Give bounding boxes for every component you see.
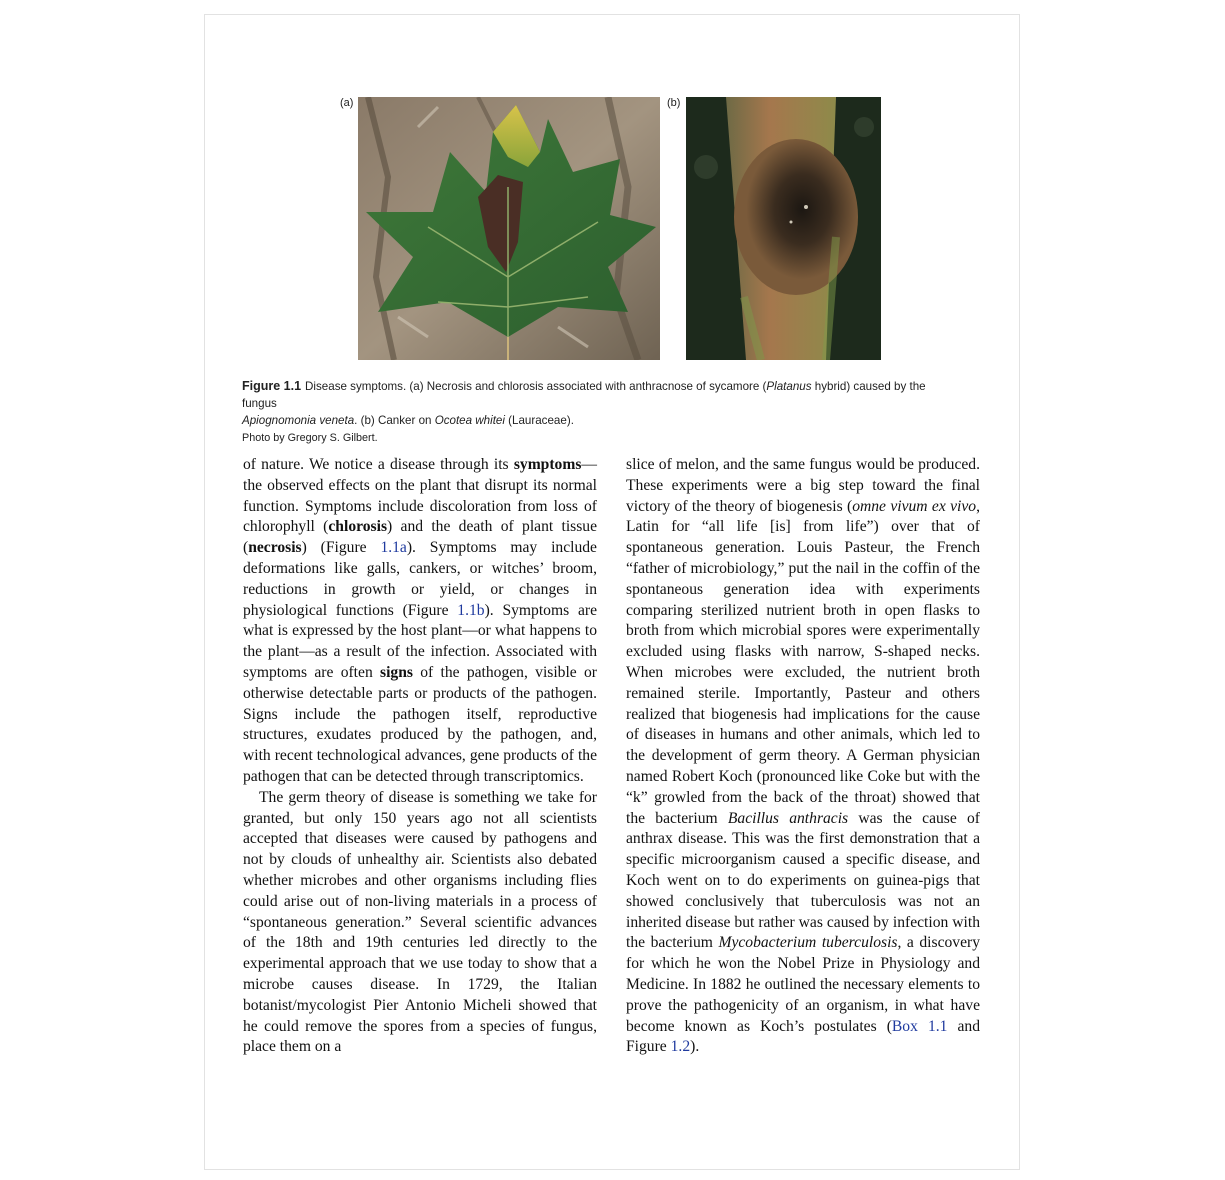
term-necrosis: necrosis — [248, 539, 302, 557]
body-text: , a discovery for which he won the Nobel Prize in Physiology and Medicine. In 1882 he outlined the necessary elements to prove the pathogenicity of an organism, in what have become known as Koch’s postulates ( — [626, 934, 980, 1035]
figure-caption — [242, 378, 962, 447]
right-column — [626, 455, 980, 1058]
figure-link-1-1a[interactable]: 1.1a — [380, 539, 407, 557]
body-text: ). — [690, 1038, 700, 1056]
term-chlorosis: chlorosis — [328, 518, 388, 536]
body-text: was the cause of anthrax disease. This was the first demonstration that a specific microorganism caused a specific disease, and Koch went on to do experiments on guinea-pigs that showed conclusively that tuberculosis was not an inherited disease but rather was caused by infection with the bacterium — [626, 809, 981, 952]
caption-italic-ocotea: Ocotea whitei — [434, 414, 505, 427]
panel-a-label: (a) — [340, 97, 354, 109]
body-text: ). Symptoms are what is expressed by the host plant—or what happens to the plant—as a result of the infection. Associated with symptoms are often — [243, 601, 597, 681]
caption-text: (Lauraceae). — [504, 414, 574, 427]
body-text: , Latin for “all life [is] from life”) over that of spontaneous generation. Louis Pasteur, the French “father of microbiology,” put the nail in the coffin of the spontaneous generation idea with experiments comparing sterilized nutrient broth in open flasks to broth from which microbial spores were experimentally excluded using flasks with narrow, S-shaped necks. When microbes were excluded, the nutrient broth remained sterile. Importantly, Pasteur and others realized that biogenesis had implications for the cause of diseases in humans and other animals, which led to the development of germ theory. A German physician named Robert Koch (pronounced like Coke but with the “k” growled from the back of the throat) showed that the bacterium — [626, 497, 980, 827]
body-text: slice of melon, and the same fungus would be produced. These experiments were a big step toward the final victory of the theory of biogenesis ( — [626, 456, 980, 515]
paragraph: The germ theory of disease is something we take for granted, but only 150 years ago not all scientists accepted that diseases were caused by pathogens and not by clouds of unhealthy air. Scientists also debated whether microbes and other organisms including flies could arise out of non-living materials in a process of “spontaneous generation.” Several scientific advances of the 18th and 19th centuries led directly to the experimental approach that we use today to show that a microbe causes disease. In 1729, the Italian botanist/mycologist Pier Antonio Micheli showed that he could remove the spores from a species of fungus, place them on a — [243, 788, 597, 1056]
term-symptoms: symptoms — [513, 456, 582, 473]
caption-text: Disease symptoms. (a) Necrosis and chlorosis associated with anthracnose of sycamore ( — [305, 380, 767, 393]
photo-credit: Photo by Gregory S. Gilbert. — [242, 432, 378, 444]
body-text: ) (Figure — [301, 539, 381, 557]
panel-b-label: (b) — [667, 97, 681, 109]
species-mycobacterium: Mycobacterium tuberculosis — [718, 934, 898, 952]
latin-phrase: omne vivum ex vivo — [852, 497, 977, 515]
species-bacillus: Bacillus anthracis — [727, 809, 849, 827]
paragraph — [243, 455, 597, 788]
left-column — [243, 455, 597, 1058]
canker-photo — [686, 97, 881, 360]
figure-link-1-1b[interactable]: 1.1b — [457, 601, 485, 619]
term-signs: signs — [380, 663, 413, 681]
box-link-1-1[interactable]: Box 1.1 — [891, 1017, 948, 1035]
body-text: of nature. We notice a disease through its — [243, 456, 514, 473]
caption-text: hybrid) caused by the fungus — [242, 380, 926, 410]
body-text: ). Symptoms may include deformations like galls, cankers, or witches’ broom, reductions in growth or yield, or changes in physiological functions (Figure — [243, 539, 597, 619]
figure-label: Figure 1.1 — [242, 379, 302, 393]
body-text: of the pathogen, visible or otherwise detectable parts or products of the pathogen. Signs include the pathogen itself, reproductive structures, exudates produced by the pathogen, and, with recent technological advances, gene products of the pathogen that can be detected through transcriptomics. — [243, 663, 597, 785]
body-text: ) and the death of plant tissue ( — [243, 518, 598, 557]
caption-italic-platanus: Platanus — [766, 380, 812, 393]
paragraph — [626, 455, 980, 1058]
sycamore-leaf-photo — [358, 97, 660, 360]
body-text: —the observed effects on the plant that disrupt its normal function. Symptoms include discoloration from loss of chlorophyll ( — [243, 456, 597, 536]
caption-text: . (b) Canker on — [354, 414, 435, 427]
canker-image — [686, 97, 881, 360]
body-text: and Figure — [626, 1017, 981, 1056]
caption-italic-apiognomonia: Apiognomonia veneta — [242, 414, 355, 427]
sycamore-leaf-image — [358, 97, 660, 360]
figure-link-1-2[interactable]: 1.2 — [670, 1038, 691, 1056]
